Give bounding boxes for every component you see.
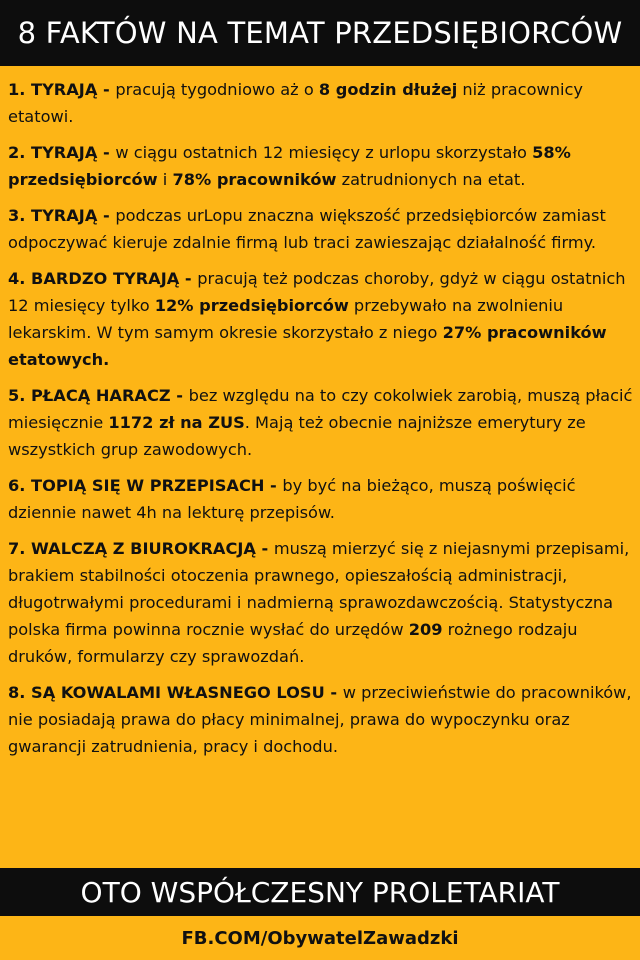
fact-text: pracują też podczas choroby, gdyż w ciągu ostatnich 12 miesięcy tylko [8,269,626,315]
fact-highlight: 78% pracowników [172,170,337,189]
slogan: OTO WSPÓŁCZESNY PROLETARIAT [80,875,560,909]
fact-text: bez względu na to czy cokolwiek zarobią, muszą płacić miesięcznie [8,386,633,432]
poster-title: 8 FAKTÓW NA TEMAT PRZEDSIĘBIORCÓW [17,16,623,50]
fact-heading: 2. TYRAJĄ [8,143,98,162]
fact-item [8,265,634,373]
slogan-bar [0,868,640,916]
fact-heading: 8. SĄ KOWALAMI WŁASNEGO LOSU [8,683,325,702]
fact-heading: 1. TYRAJĄ [8,80,98,99]
footer [0,916,640,960]
fact-heading: 3. TYRAJĄ [8,206,98,225]
fact-separator: - [255,539,274,558]
fact-item [8,472,634,526]
fact-text: w ciągu ostatnich 12 miesięcy z urlopu skorzystało [115,143,533,162]
fact-item [8,202,634,256]
fact-highlight: 8 godzin dłużej [318,80,458,99]
title-bar [0,0,640,66]
fact-separator: - [179,269,198,288]
fact-text: przebywało na zwolnieniu lekarskim. W tym samym okresie skorzystało z niego [8,296,564,342]
fact-highlight: 58% przedsiębiorców [8,143,571,189]
fact-text: niż pracownicy etatowi. [8,80,583,126]
fact-item [8,139,634,193]
fact-text: muszą mierzyć się z niejasnymi przepisami, brakiem stabilności otoczenia prawnego, opieszałością administracji, długotrwałymi procedurami i nadmierną sprawozdawczością. Statystyczna polska firma powinna rocznie wysłać do urzędów [8,539,630,639]
fact-text: by być na bieżąco, muszą poświęcić dziennie nawet 4h na lekturę przepisów. [8,476,576,522]
fact-highlight: 1172 zł na ZUS [108,413,245,432]
fact-item [8,679,634,760]
fact-text: zatrudnionych na etat. [336,170,526,189]
fact-item [8,76,634,130]
fact-separator: - [324,683,343,702]
fact-item [8,382,634,463]
fact-highlight: 27% pracowników etatowych. [8,323,607,369]
fact-highlight: 209 [408,620,443,639]
fact-text: pracują tygodniowo aż o [115,80,319,99]
fact-heading: 5. PŁACĄ HARACZ [8,386,171,405]
fact-separator: - [97,206,116,225]
fact-text: w przeciwieństwie do pracowników, nie posiadają prawa do płacy minimalnej, prawa do wypoczynku oraz gwarancji zatrudnienia, pracy i dochodu. [8,683,632,756]
fact-text: . Mają też obecnie najniższe emerytury ze wszystkich grup zawodowych. [8,413,586,459]
fact-separator: - [264,476,283,495]
facts-list [8,76,634,769]
fact-separator: - [97,143,116,162]
fact-highlight: 12% przedsiębiorców [154,296,349,315]
fact-heading: 6. TOPIĄ SIĘ W PRZEPISACH [8,476,265,495]
fact-text: i [157,170,173,189]
fact-separator: - [170,386,189,405]
fact-item [8,535,634,670]
fact-text: podczas urLopu znaczna większość przedsiębiorców zamiast odpoczywać kieruje zdalnie firmą lub traci zawieszając działalność firmy. [8,206,606,252]
fact-text: rożnego rodzaju druków, formularzy czy sprawozdań. [8,620,578,666]
footer-link[interactable]: FB.COM/ObywatelZawadzki [181,927,459,949]
fact-separator: - [97,80,116,99]
fact-heading: 7. WALCZĄ Z BIUROKRACJĄ [8,539,256,558]
fact-heading: 4. BARDZO TYRAJĄ [8,269,180,288]
